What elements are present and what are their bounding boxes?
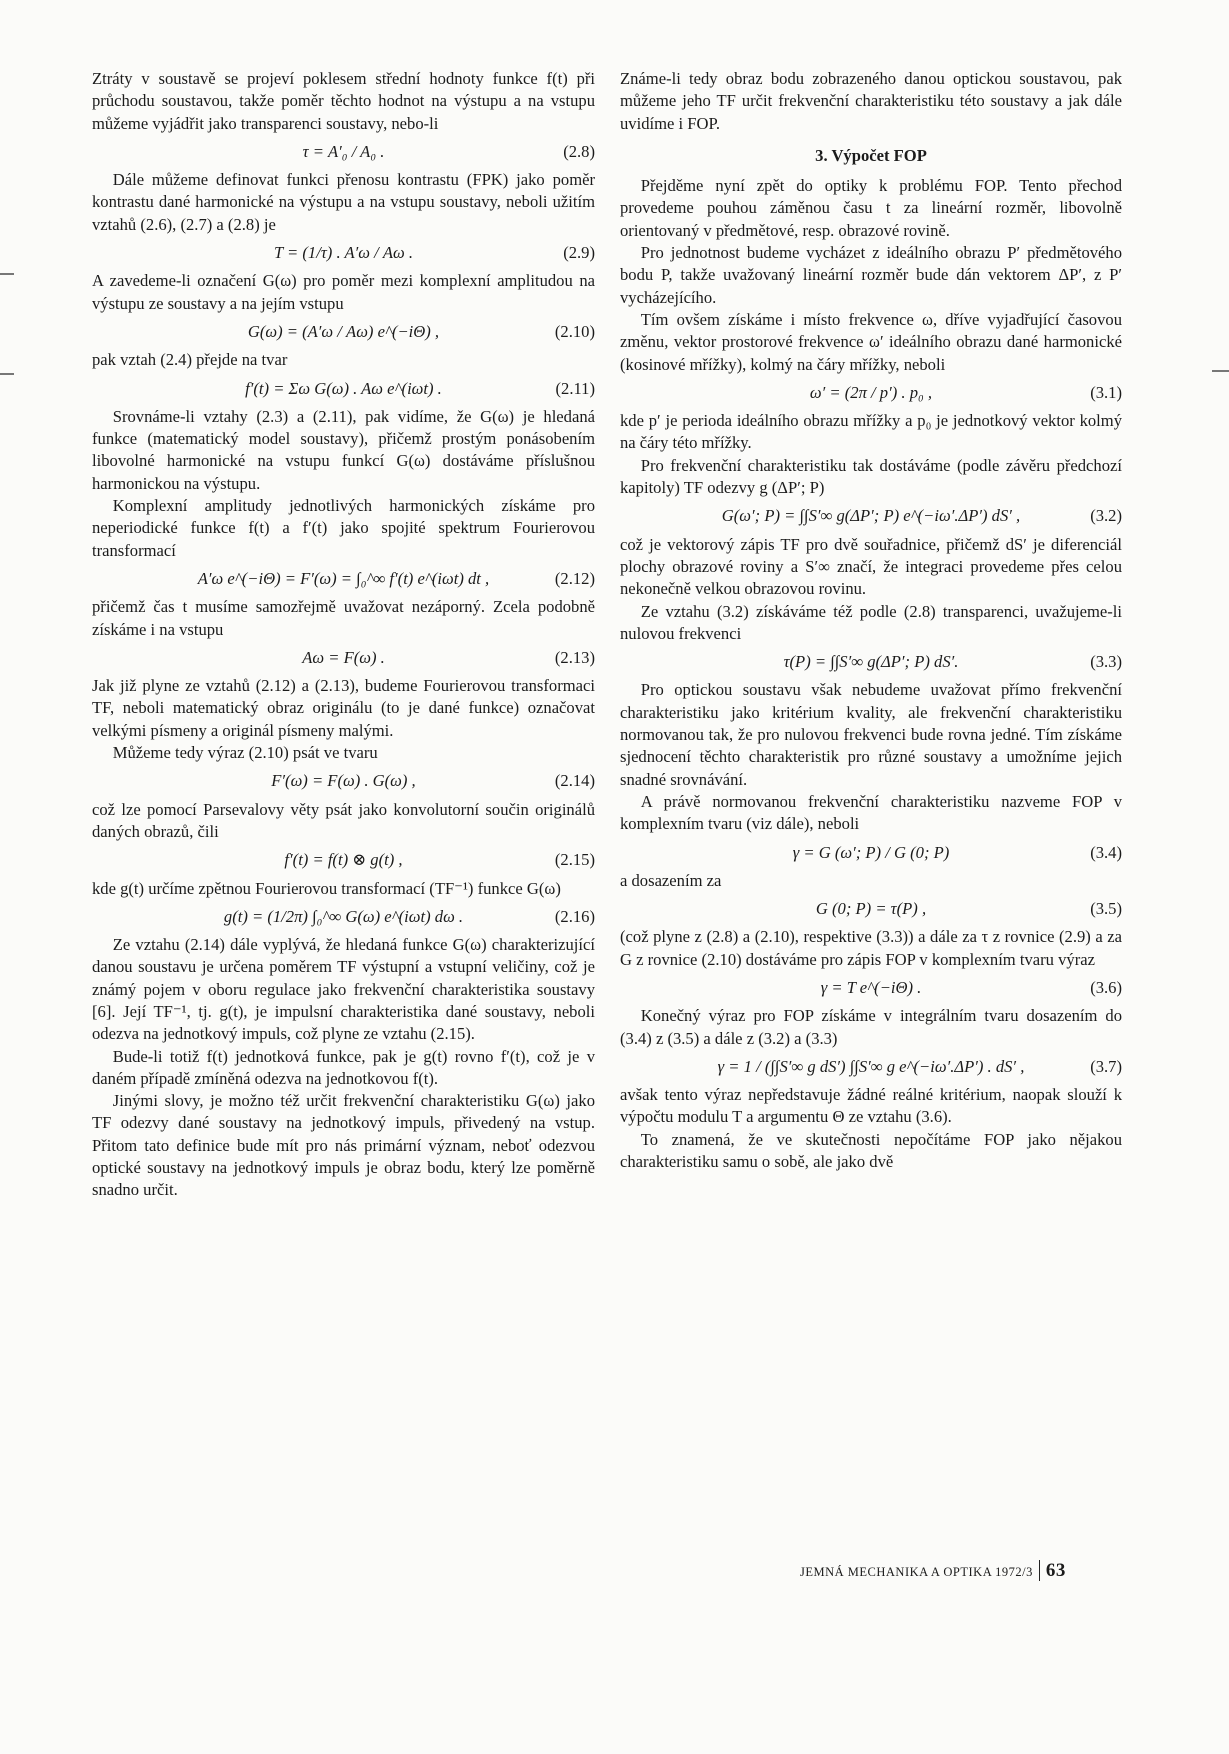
equation bbox=[620, 651, 1122, 673]
equation-expression: f′(t) = f(t) ⊗ g(t) , bbox=[284, 850, 403, 870]
section-heading: 3. Výpočet FOP bbox=[815, 145, 927, 165]
paragraph: A právě normovanou frekvenční charakteristiku nazveme FOP v komplexním tvaru (viz dále), neboli bbox=[620, 791, 1122, 834]
equation-number: (2.10) bbox=[554, 321, 595, 341]
equation-number: (2.11) bbox=[555, 378, 595, 398]
equation-expression: F′(ω) = F(ω) . G(ω) , bbox=[271, 771, 416, 791]
equation-expression: f′(t) = Σω G(ω) . Aω e^(iωt) . bbox=[245, 378, 442, 398]
paragraph: a dosazením za bbox=[620, 870, 722, 890]
journal-name: JEMNÁ MECHANIKA A OPTIKA 1972/3 bbox=[800, 1565, 1033, 1579]
paragraph: Tím ovšem získáme i místo frekvence ω, dříve vyjadřující časovou změnu, vektor prostorové frekvence ω′ ideálního obrazu dané harmonické (kosinové mřížky), kolmý na čáry mřížky, neboli bbox=[620, 309, 1122, 374]
equation-expression: G(ω) = (A′ω / Aω) e^(−iΘ) , bbox=[247, 321, 440, 341]
equation-number: (3.7) bbox=[1090, 1056, 1122, 1076]
paragraph: Pro frekvenční charakteristiku tak dostáváme (podle závěru předchozí kapitoly) TF odezvy g (ΔP′; P) bbox=[620, 455, 1122, 498]
equation bbox=[92, 321, 595, 343]
equation-number: (3.4) bbox=[1090, 842, 1122, 862]
equation-number: (2.15) bbox=[554, 850, 595, 870]
equation-expression: τ(P) = ∫∫S′∞ g(ΔP′; P) dS′. bbox=[783, 652, 959, 672]
paragraph: Pro optickou soustavu však nebudeme uvažovat přímo frekvenční charakteristiku jako kritérium kvality, ale frekvenční charakteristiku normovanou tak, že pro nulovou frekvenci bude rovna jedné. Tím získáme sjednocení těchto charakteristik pro různé soustavy a umožníme jejich snadné srovnávání. bbox=[620, 680, 1122, 789]
equation bbox=[620, 842, 1122, 864]
equation-number: (2.16) bbox=[554, 906, 595, 926]
equation-number: (3.5) bbox=[1090, 899, 1122, 919]
paragraph: Pro jednotnost budeme vycházet z ideálního obrazu P′ předmětového bodu P, takže uvažovaný lineární rozměr bude dán vektorem ΔP′, z P′ vycházejícího. bbox=[620, 243, 1122, 307]
equation-expression: Aω = F(ω) . bbox=[302, 647, 385, 667]
equation bbox=[92, 242, 595, 264]
paragraph: Ztráty v soustavě se projeví poklesem střední hodnoty funkce f(t) při průchodu soustavou, takže poměr těchto hodnot na výstupu a na vstupu můžeme vyjádřit jako transparenci soustavy, nebo-li bbox=[92, 69, 595, 133]
paragraph: což lze pomocí Parsevalovy věty psát jako konvolutorní součin originálů daných obrazů, čili bbox=[92, 799, 595, 841]
margin-mark bbox=[0, 273, 14, 275]
left-column bbox=[92, 68, 595, 1202]
paragraph: Známe-li tedy obraz bodu zobrazeného danou optickou soustavou, pak můžeme jeho TF určit frekvenční charakteristiku této soustavy a jak dále uvidíme i FOP. bbox=[620, 69, 1122, 133]
equation-number: (2.14) bbox=[554, 771, 595, 791]
paragraph: Bude-li totiž f(t) jednotková funkce, pak je g(t) rovno f′(t), což je v daném případě zmíněná odezva na jednotkovou f(t). bbox=[92, 1046, 595, 1088]
equation-number: (3.3) bbox=[1090, 652, 1122, 672]
equation-expression: ω′ = (2π / p′) . p₀ , bbox=[809, 382, 933, 402]
paragraph: Dále můžeme definovat funkci přenosu kontrastu (FPK) jako poměr kontrastu dané harmonické na výstupu a na vstupu soustavy, neboli užitím vztahů (2.6), (2.7) a (2.8) je bbox=[92, 170, 595, 234]
equation bbox=[92, 906, 595, 928]
equation bbox=[92, 568, 595, 590]
equation-expression: G(ω′; P) = ∫∫S′∞ g(ΔP′; P) e^(−iω′.ΔP′) dS′ , bbox=[721, 506, 1021, 526]
paragraph: Srovnáme-li vztahy (2.3) a (2.11), pak vidíme, že G(ω) je hledaná funkce (matematický model soustavy), přičemž prostým ponásobením libovolné harmonické na vstupu funkcí G(ω) dostáváme příslušnou harmonickou na výstupu. bbox=[92, 406, 595, 493]
equation-number: (3.1) bbox=[1090, 382, 1122, 402]
equation-number: (2.13) bbox=[554, 647, 595, 667]
equation bbox=[620, 382, 1122, 404]
equation bbox=[92, 141, 595, 163]
equation-expression: A′ω e^(−iΘ) = F′(ω) = ∫₀^∞ f′(t) e^(iωt) dt , bbox=[197, 568, 490, 588]
margin-mark bbox=[0, 373, 14, 375]
equation-number: (3.6) bbox=[1090, 977, 1122, 997]
paragraph: Můžeme tedy výraz (2.10) psát ve tvaru bbox=[112, 743, 378, 763]
paragraph: přičemž čas t musíme samozřejmě uvažovat nezáporný. Zcela podobně získáme i na vstupu bbox=[92, 597, 595, 639]
margin-mark bbox=[1212, 370, 1229, 372]
paragraph: Jak již plyne ze vztahů (2.12) a (2.13), budeme Fourierovou transformaci TF, neboli matematický obraz originálu (to je dané funkce) označovat velkými písmeny a originál písmeny malými. bbox=[92, 676, 595, 740]
equation-expression: τ = A′₀ / A₀ . bbox=[302, 141, 385, 161]
paragraph: avšak tento výraz nepředstavuje žádné reálné kritérium, naopak slouží k výpočtu modulu T a argumentu Θ ze vztahu (3.6). bbox=[620, 1085, 1122, 1127]
equation-expression: T = (1/τ) . A′ω / Aω . bbox=[273, 243, 413, 263]
paragraph: To znamená, že ve skutečnosti nepočítáme FOP jako nějakou charakteristiku samu o sobě, ale jako dvě bbox=[620, 1129, 1122, 1172]
paragraph: Jinými slovy, je možno též určit frekvenční charakteristiku G(ω) jako TF odezvy dané soustavy na jednotkový impuls, přivedený na vstup. Přitom tato definice bude mít pro nás primární význam, neboť odezvou optické soustavy na jednotkový impuls je obraz bodu, který lze poměrně snadno určit. bbox=[92, 1091, 595, 1200]
right-column bbox=[620, 68, 1122, 1173]
paragraph: kde g(t) určíme zpětnou Fourierovou transformací (TF⁻¹) funkce G(ω) bbox=[92, 878, 561, 898]
paragraph: Konečný výraz pro FOP získáme v integrálním tvaru dosazením do (3.4) z (3.5) a dále z (3.2) a (3.3) bbox=[620, 1006, 1122, 1048]
equation-expression: G (0; P) = τ(P) , bbox=[815, 899, 927, 919]
equation bbox=[92, 770, 595, 792]
equation-number: (2.12) bbox=[554, 568, 595, 588]
equation-expression: γ = 1 / (∫∫S′∞ g dS′) ∫∫S′∞ g e^(−iω′.ΔP′) . dS′ , bbox=[717, 1056, 1025, 1076]
paragraph: pak vztah (2.4) přejde na tvar bbox=[92, 350, 288, 370]
page-number: 63 bbox=[1039, 1560, 1066, 1581]
equation bbox=[620, 977, 1122, 999]
equation bbox=[620, 898, 1122, 920]
page-footer bbox=[800, 1560, 1066, 1582]
equation-expression: γ = G (ω′; P) / G (0; P) bbox=[792, 842, 950, 862]
equation bbox=[620, 1056, 1122, 1078]
equation-expression: γ = T e^(−iΘ) . bbox=[820, 977, 922, 997]
paragraph: Komplexní amplitudy jednotlivých harmonických získáme pro neperiodické funkce f(t) a f′(t) jako spojité spektrum Fourierovou transformací bbox=[92, 496, 595, 560]
equation-expression: g(t) = (1/2π) ∫₀^∞ G(ω) e^(iωt) dω . bbox=[223, 906, 464, 926]
equation bbox=[620, 505, 1122, 527]
equation-number: (3.2) bbox=[1090, 506, 1122, 526]
equation-number: (2.8) bbox=[563, 141, 595, 161]
paragraph: (což plyne z (2.8) a (2.10), respektive (3.3)) a dále za τ z rovnice (2.9) a za G z rovnice (2.10) dostáváme pro zápis FOP v komplexním tvaru výraz bbox=[620, 927, 1122, 969]
paragraph: Ze vztahu (2.14) dále vyplývá, že hledaná funkce G(ω) charakterizující danou soustavu je určena poměrem TF výstupní a vstupní veličiny, což je známý pojem v oboru regulace jako frekvenční charakteristika soustavy [6]. Její TF⁻¹, tj. g(t), je impulsní charakteristika dané soustavy, neboli odezva na jednotkový impuls, což plyne ze vztahu (2.15). bbox=[92, 935, 595, 1044]
paragraph: Ze vztahu (3.2) získáváme též podle (2.8) transparenci, uvažujeme-li nulovou frekvenci bbox=[620, 601, 1122, 643]
paragraph: Přejděme nyní zpět do optiky k problému FOP. Tento přechod provedeme pouhou záměnou času t za lineární rozměr, libovolně orientovaný v předmětové, resp. obrazové rovině. bbox=[620, 176, 1122, 240]
equation bbox=[92, 849, 595, 871]
paragraph: A zavedeme-li označení G(ω) pro poměr mezi komplexní amplitudou na výstupu ze soustavy a na jejím vstupu bbox=[92, 271, 595, 313]
equation-number: (2.9) bbox=[563, 243, 595, 263]
paragraph: kde p′ je perioda ideálního obrazu mřížky a p₀ je jednotkový vektor kolmý na čáry této mřížky. bbox=[620, 411, 1122, 453]
equation bbox=[92, 378, 595, 400]
paragraph: což je vektorový zápis TF pro dvě souřadnice, přičemž dS′ je diferenciál plochy obrazové roviny a S′∞ značí, že integraci provedeme přes celou nekonečně velkou obrazovou rovinu. bbox=[620, 534, 1122, 599]
equation bbox=[92, 647, 595, 669]
